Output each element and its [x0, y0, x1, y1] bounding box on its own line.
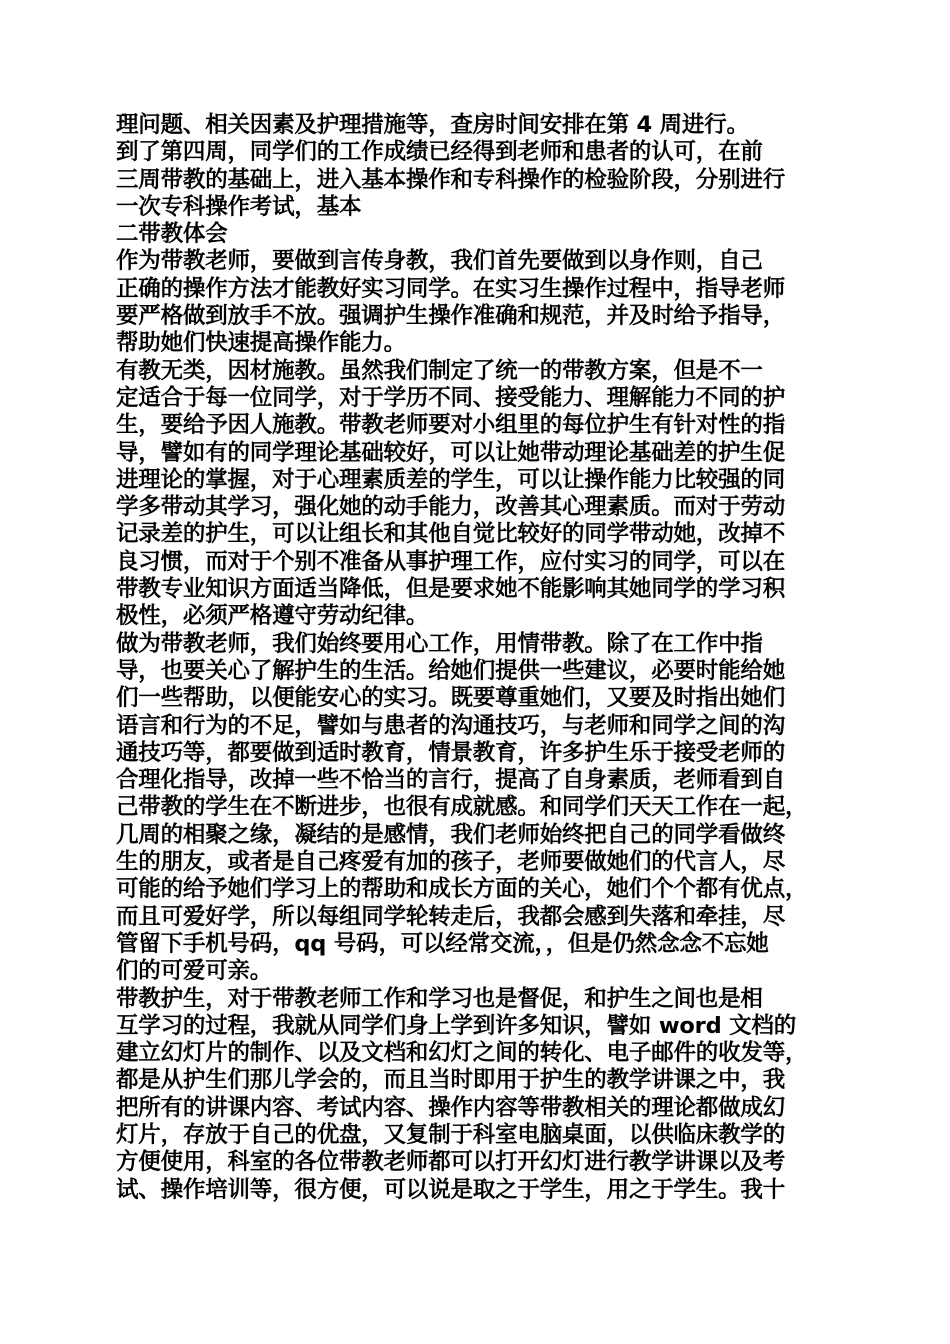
text-line: 都是从护生们那儿学会的，而且当时即用于护生的教学讲课之中，我 [116, 1067, 786, 1094]
text-line: 几周的相聚之缘，凝结的是感情，我们老师始终把自己的同学看做终 [116, 821, 786, 848]
text-line: 帮助她们快速提高操作能力。 [116, 330, 406, 357]
text-line: 学多带动其学习，强化她的动手能力，改善其心理素质。而对于劳动 [116, 494, 786, 521]
text-line: 们的可爱可亲。 [116, 958, 273, 985]
text-line: 带教护生，对于带教老师工作和学习也是督促，和护生之间也是相 [116, 985, 763, 1012]
text-line: 极性，必须严格遵守劳动纪律。 [116, 603, 429, 630]
text-line: 灯片，存放于自己的优盘，又复制于科室电脑桌面，以供临床教学的 [116, 1121, 786, 1148]
text-line: 管留下手机号码，qq 号码，可以经常交流，，但是仍然念念不忘她 [116, 930, 769, 957]
text-line: 通技巧等，都要做到适时教育，情景教育，许多护生乐于接受老师的 [116, 739, 786, 766]
text-line: 导，也要关心了解护生的生活。给她们提供一些建议，必要时能给她 [116, 657, 786, 684]
text-line: 而且可爱好学，所以每组同学轮转走后，我都会感到失落和牵挂，尽 [116, 903, 786, 930]
text-line: 互学习的过程，我就从同学们身上学到许多知识，譬如 word 文档的 [116, 1012, 797, 1039]
text-line: 记录差的护生，可以让组长和其他自觉比较好的同学带动她，改掉不 [116, 521, 786, 548]
text-line: 可能的给予她们学习上的帮助和成长方面的关心，她们个个都有优点， [116, 876, 808, 903]
text-line: 一次专科操作考试，基本 [116, 193, 362, 220]
text-line: 三周带教的基础上，进入基本操作和专科操作的检验阶段，分别进行 [116, 166, 786, 193]
text-line: 作为带教老师，要做到言传身教，我们首先要做到以身作则，自己 [116, 248, 763, 275]
text-line: 到了第四周，同学们的工作成绩已经得到老师和患者的认可，在前 [116, 139, 763, 166]
text-line: 己带教的学生在不断进步，也很有成就感。和同学们天天工作在一起， [116, 794, 808, 821]
text-line: 们一些帮助，以便能安心的实习。既要尊重她们，又要及时指出她们 [116, 685, 786, 712]
text-line: 正确的操作方法才能教好实习同学。在实习生操作过程中，指导老师 [116, 275, 786, 302]
text-line: 生的朋友，或者是自己疼爱有加的孩子，老师要做她们的代言人，尽 [116, 849, 786, 876]
text-line: 要严格做到放手不放。强调护生操作准确和规范，并及时给予指导， [116, 303, 786, 330]
text-line: 做为带教老师，我们始终要用心工作，用情带教。除了在工作中指 [116, 630, 763, 657]
text-line: 理问题、相关因素及护理措施等，查房时间安排在第 4 周进行。 [116, 112, 749, 138]
text-line: 进理论的掌握，对于心理素质差的学生，可以让操作能力比较强的同 [116, 466, 786, 493]
text-line: 生，要给予因人施教。带教老师要对小组里的每位护生有针对性的指 [116, 412, 786, 439]
text-line: 方便使用，科室的各位带教老师都可以打开幻灯进行教学讲课以及考 [116, 1149, 786, 1176]
text-line: 良习惯，而对于个别不准备从事护理工作，应付实习的同学，可以在 [116, 548, 786, 575]
text-line: 二带教体会 [116, 221, 228, 248]
text-line: 导，譬如有的同学理论基础较好，可以让她带动理论基础差的护生促 [116, 439, 786, 466]
text-line: 建立幻灯片的制作、以及文档和幻灯之间的转化、电子邮件的收发等， [116, 1040, 808, 1067]
text-line: 定适合于每一位同学，对于学历不同、接受能力、理解能力不同的护 [116, 384, 786, 411]
text-line: 把所有的讲课内容、考试内容、操作内容等带教相关的理论都做成幻 [116, 1094, 786, 1121]
document-page [116, 112, 848, 1204]
text-line: 合理化指导，改掉一些不恰当的言行，提高了自身素质，老师看到自 [116, 767, 786, 794]
text-line: 带教专业知识方面适当降低，但是要求她不能影响其她同学的学习积 [116, 576, 786, 603]
text-line: 语言和行为的不足，譬如与患者的沟通技巧，与老师和同学之间的沟 [116, 712, 786, 739]
text-line: 试、操作培训等，很方便，可以说是取之于学生，用之于学生。我十 [116, 1176, 786, 1203]
text-line: 有教无类，因材施教。虽然我们制定了统一的带教方案，但是不一 [116, 357, 763, 384]
